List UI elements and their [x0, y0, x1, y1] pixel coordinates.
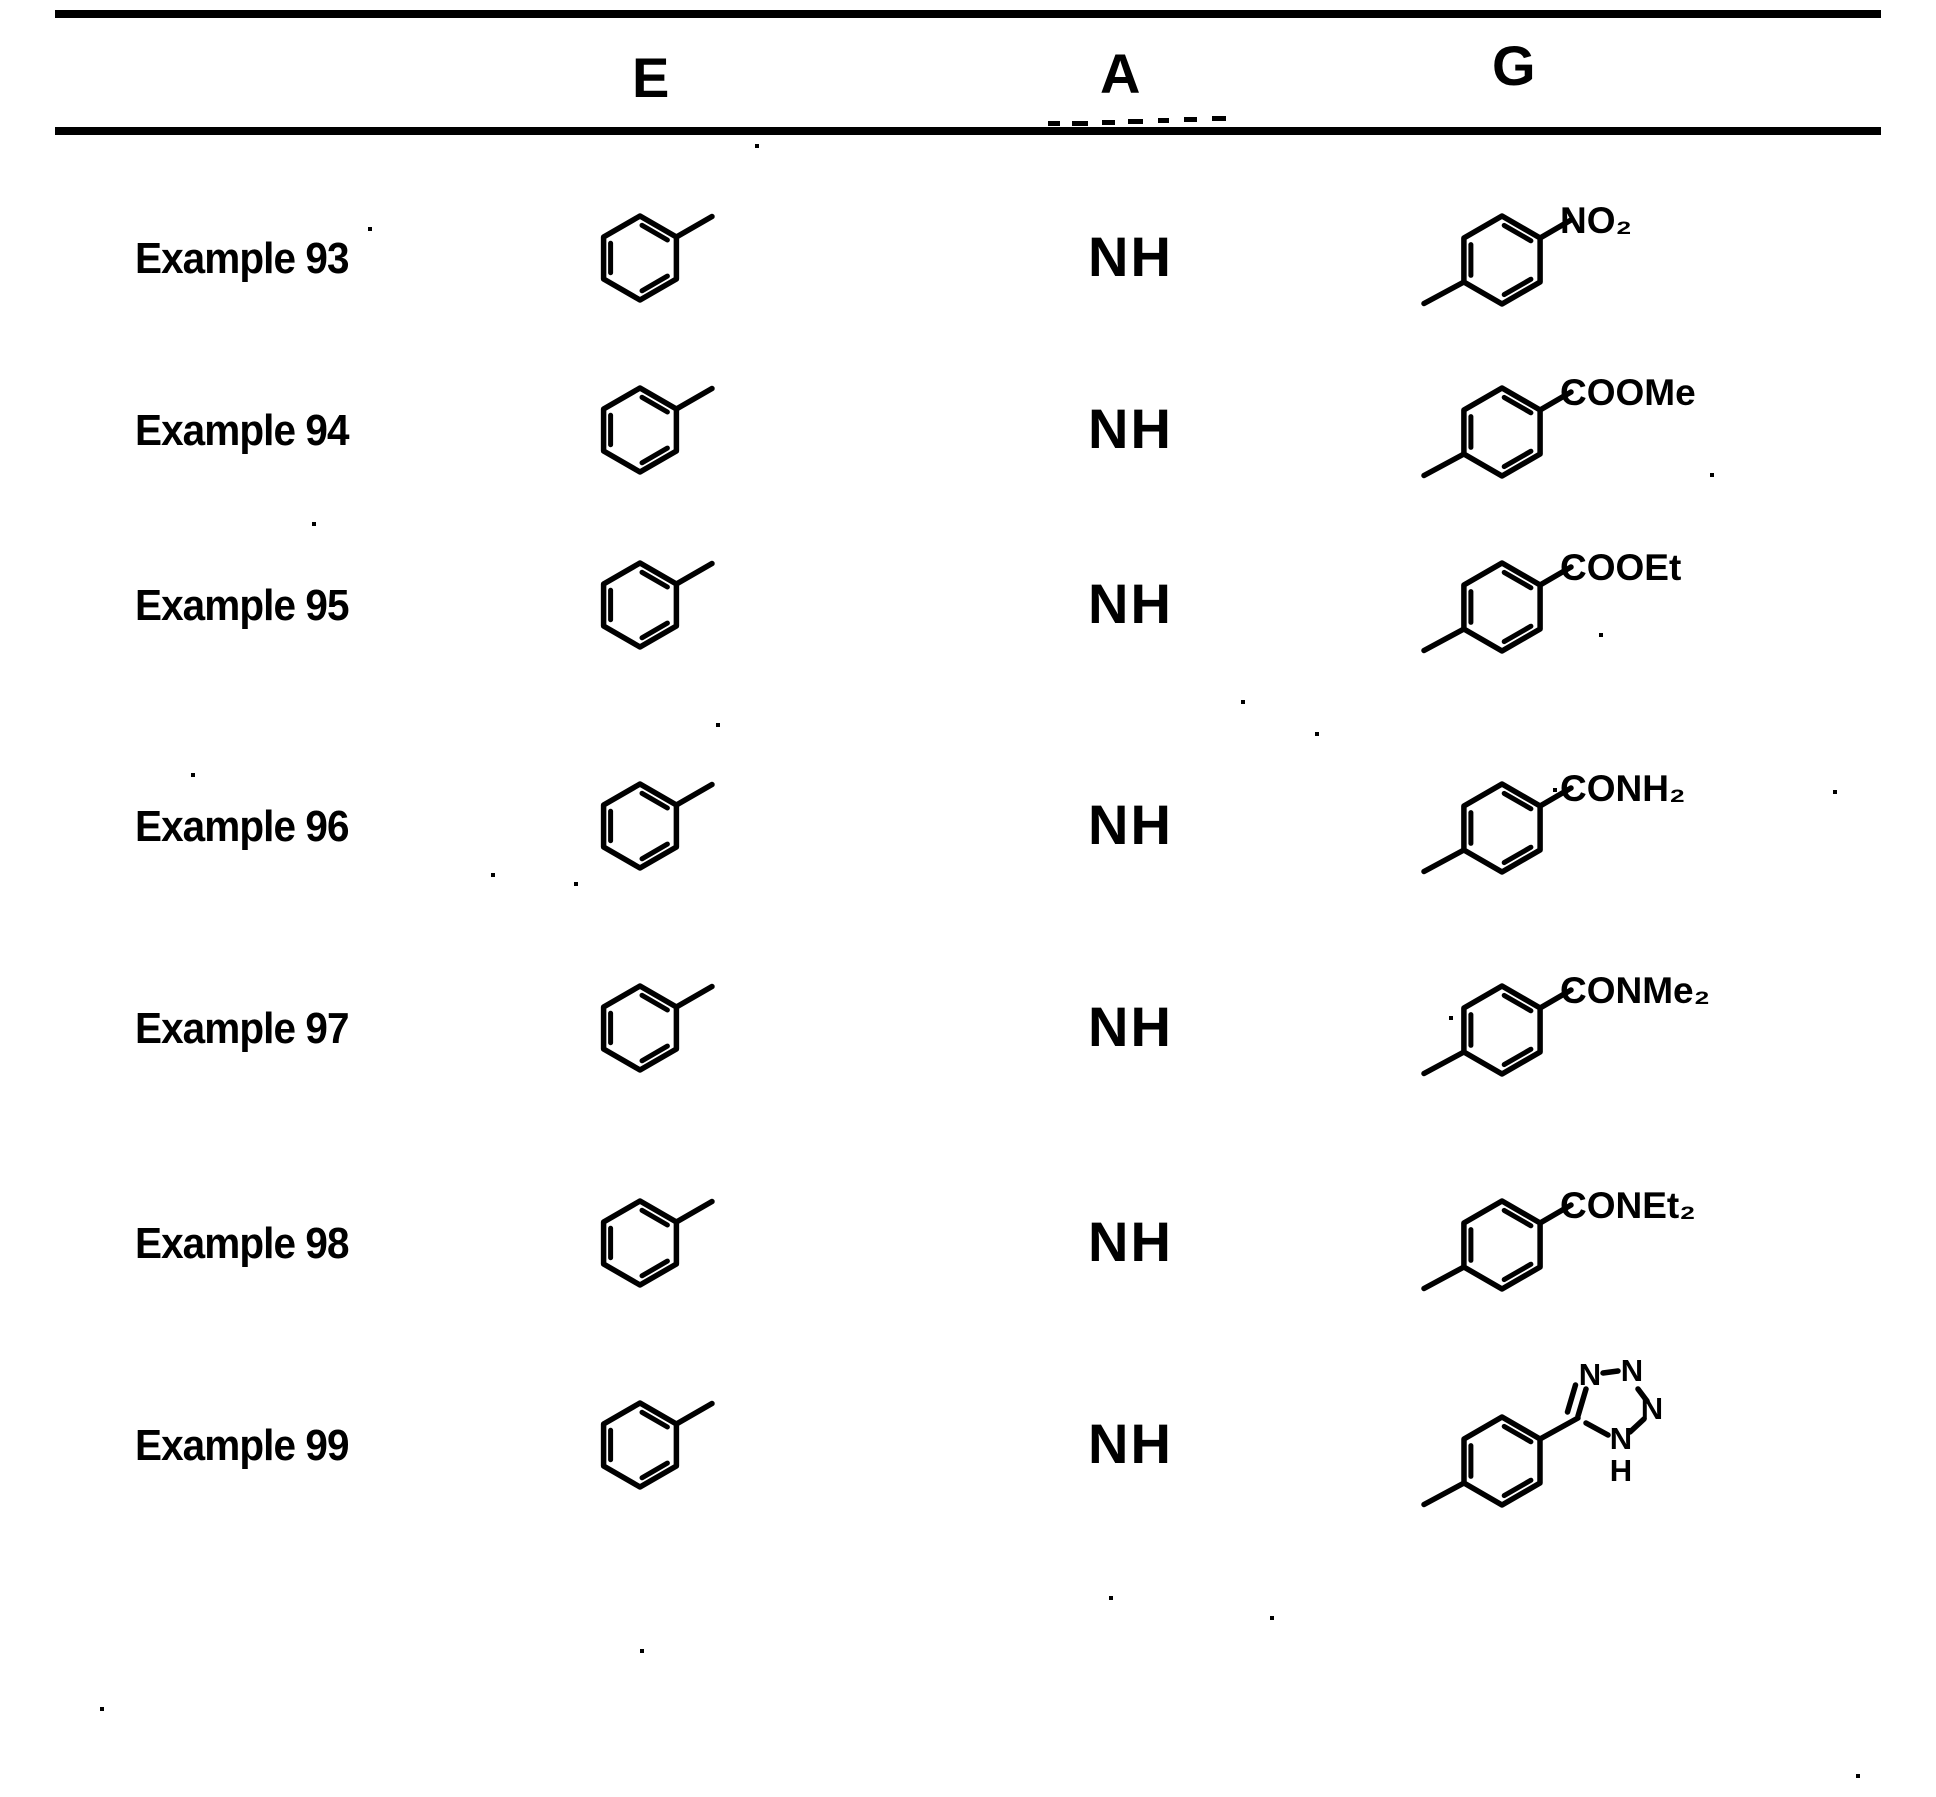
benzene-ring-structure: [596, 1383, 716, 1493]
scan-speck: [1599, 633, 1603, 637]
phenyl-tetrazole-structure: [1420, 1357, 1720, 1527]
tetrazole-n2-label: N: [1620, 1357, 1644, 1388]
scan-speck: [755, 144, 759, 148]
scan-speck: [312, 522, 316, 526]
scan-speck: [491, 873, 495, 877]
scan-artifact: [1128, 119, 1143, 124]
tetrazole-n4-label: N: [1609, 1421, 1633, 1456]
row-label: Example 94: [135, 406, 349, 455]
scan-speck: [574, 882, 578, 886]
tetrazole-n3-label: N: [1640, 1391, 1664, 1426]
row-label: Example 97: [135, 1004, 349, 1053]
column-header-A: A: [1100, 42, 1142, 105]
a-value: NH: [1088, 572, 1173, 635]
a-value: NH: [1088, 995, 1173, 1058]
a-value: NH: [1088, 1412, 1173, 1475]
benzene-ring-structure: [596, 764, 716, 874]
scan-artifact: [1184, 117, 1197, 122]
scan-speck: [716, 723, 720, 727]
tetrazole-h-label: H: [1609, 1453, 1633, 1488]
a-value: NH: [1088, 1210, 1173, 1273]
scan-speck: [1241, 700, 1245, 704]
a-value: NH: [1088, 225, 1173, 288]
column-header-G: G: [1492, 34, 1537, 97]
scan-artifact: [1048, 121, 1060, 126]
row-label: Example 99: [135, 1421, 349, 1470]
row-label: Example 95: [135, 581, 349, 630]
g-substituent-label: NO₂: [1560, 200, 1632, 241]
header-rule: [55, 127, 1881, 135]
scan-speck: [640, 1649, 644, 1653]
g-substituent-label: CONEt₂: [1560, 1185, 1696, 1226]
row-label: Example 98: [135, 1219, 349, 1268]
g-substituent-label: COOEt: [1560, 547, 1682, 588]
scan-artifact: [1212, 116, 1226, 121]
benzene-ring-structure: [596, 1181, 716, 1291]
scan-speck: [1109, 1596, 1113, 1600]
tetrazole-n1-label: N: [1578, 1357, 1602, 1392]
scan-artifact: [1072, 121, 1088, 126]
scan-speck: [1449, 1016, 1453, 1020]
g-substituent-label: COOMe: [1560, 372, 1696, 413]
a-value: NH: [1088, 397, 1173, 460]
scan-speck: [1856, 1774, 1860, 1778]
top-rule: [55, 10, 1881, 18]
benzene-ring-structure: [596, 543, 716, 653]
scan-speck: [368, 227, 372, 231]
scan-speck: [191, 773, 195, 777]
scan-artifact: [1158, 118, 1169, 123]
benzene-ring-structure: [596, 368, 716, 478]
g-substituent-label: CONH₂: [1560, 768, 1686, 809]
benzene-ring-structure: [596, 966, 716, 1076]
scan-artifact: [1102, 120, 1115, 125]
row-label: Example 93: [135, 234, 349, 283]
scan-speck: [1710, 473, 1714, 477]
a-value: NH: [1088, 793, 1173, 856]
g-substituent-label: CONMe₂: [1560, 970, 1711, 1011]
row-label: Example 96: [135, 802, 349, 851]
scan-speck: [1270, 1616, 1274, 1620]
scan-speck: [1315, 732, 1319, 736]
column-header-E: E: [632, 46, 671, 109]
scan-speck: [1833, 790, 1837, 794]
benzene-ring-structure: [596, 196, 716, 306]
scan-speck: [1553, 788, 1557, 792]
scan-speck: [100, 1707, 104, 1711]
